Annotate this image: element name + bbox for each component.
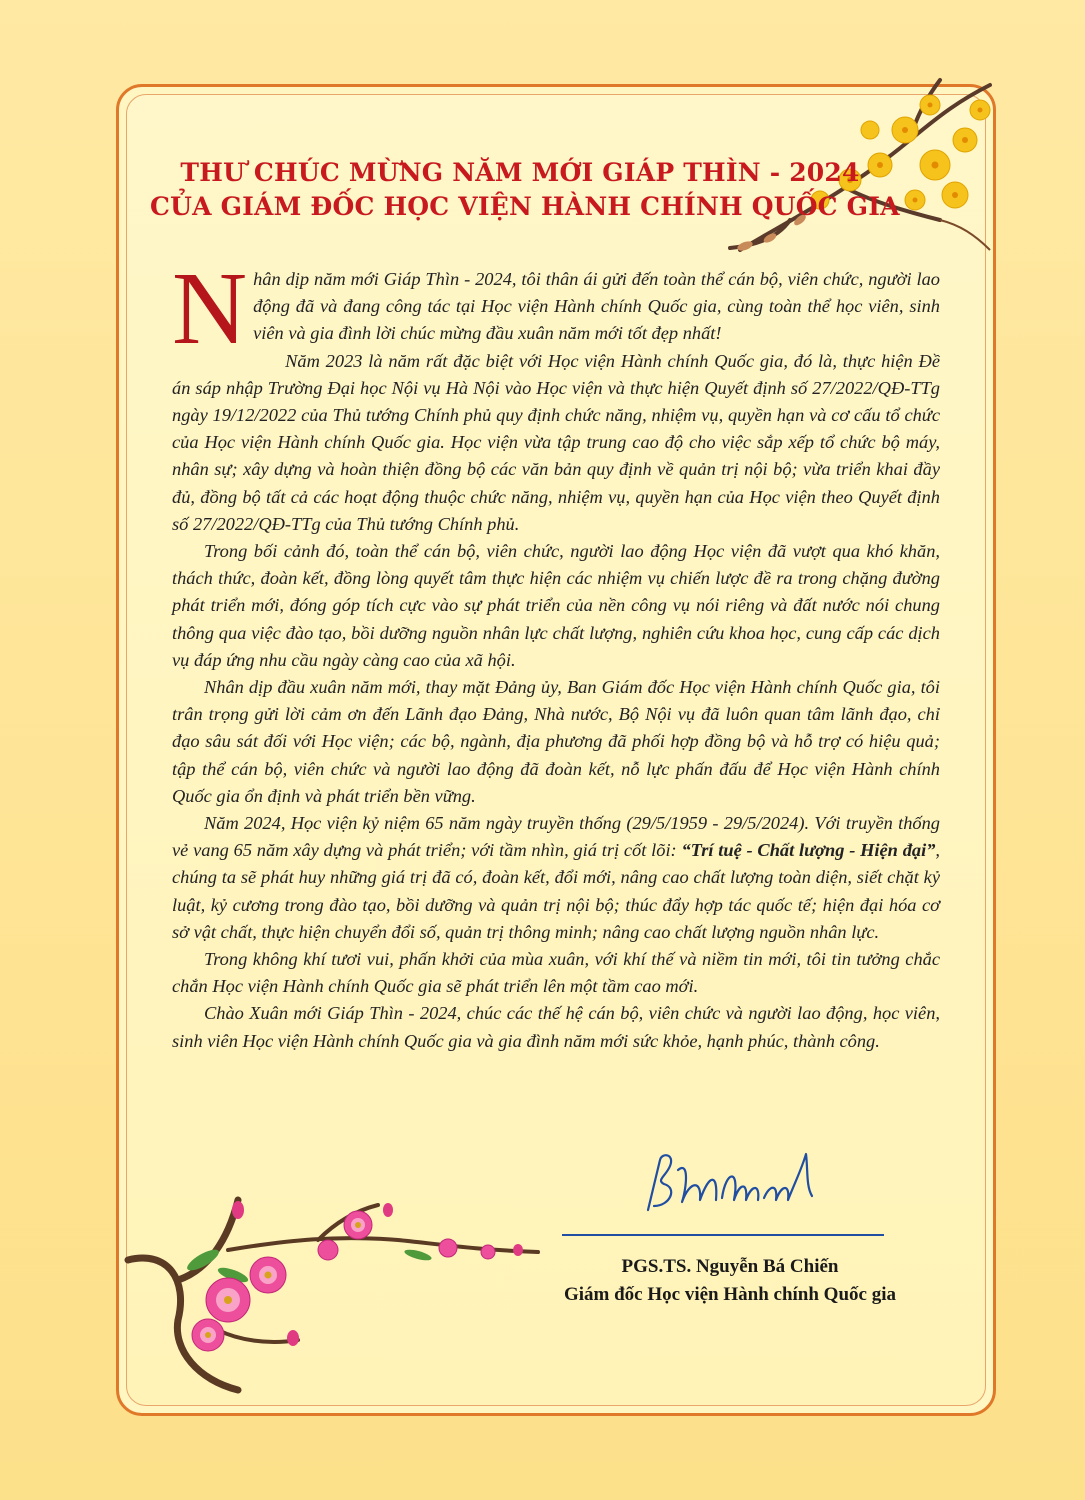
letter-body (172, 251, 940, 1055)
paragraph-7: Chào Xuân mới Giáp Thìn - 2024, chúc các thế hệ cán bộ, viên chức và người lao động, học viên, sinh viên Học viện Hành chính Quốc gia và gia đình năm mới sức khỏe, hạnh phúc, thành công. (172, 1003, 940, 1051)
paragraph-1-text: hân dịp năm mới Giáp Thìn - 2024, tôi thân ái gửi đến toàn thể cán bộ, viên chức, người lao động đã và đang công tác tại Học viện Hành chính Quốc gia, cùng toàn thể học viên, sinh viên và gia đình lời chúc mừng đầu xuân năm mới tốt đẹp nhất! (253, 269, 940, 344)
paragraph-3: Trong bối cảnh đó, toàn thể cán bộ, viên chức, người lao động Học viện đã vượt qua khó khăn, thách thức, đoàn kết, đồng lòng quyết tâm thực hiện các nhiệm vụ chiến lược đề ra trong chặng đường phát triển mới, đóng góp tích cực vào sự phát triển của nền công vụ nói riêng và đất nước nói chung thông qua việc đào tạo, bồi dưỡng nguồn nhân lực chất lượng, nghiên cứu khoa học, cung cấp các dịch vụ đáp ứng nhu cầu ngày càng cao của xã hội. (172, 541, 940, 670)
paragraph-5-end: , chúng ta sẽ phát huy những giá trị đã có, đoàn kết, đổi mới, nâng cao chất lượng toàn diện, siết chặt kỷ luật, kỷ cương trong đào tạo, bồi dưỡng và quản trị nội bộ; thúc đẩy hợp tác quốc tế; hiện đại hóa cơ sở vật chất, thực hiện chuyển đổi số, quản trị thông minh; nâng cao chất lượng nguồn nhân lực. (172, 840, 940, 942)
drop-cap: N (172, 251, 248, 366)
paragraph-6: Trong không khí tươi vui, phấn khởi của mùa xuân, với khí thế và niềm tin mới, tôi tin tưởng chắc chắn Học viện Hành chính Quốc gia sẽ phát triển lên một tầm cao mới. (172, 949, 940, 997)
paragraph-1 (172, 251, 940, 366)
paragraph-2: Năm 2023 là năm rất đặc biệt với Học viện Hành chính Quốc gia, đó là, thực hiện Đề án sáp nhập Trường Đại học Nội vụ Hà Nội vào Học viện và thực hiện Quyết định số 27/2022/QĐ-TTg ngày 19/12/2022 của Thủ tướng Chính phủ quy định chức năng, nhiệm vụ, quyền hạn và cơ cấu tổ chức của Học viện Hành chính Quốc gia. Học viện vừa tập trung cao độ cho việc sắp xếp tổ chức bộ máy, nhân sự; xây dựng và hoàn thiện đồng bộ các văn bản quy định về quản trị nội bộ; vừa triển khai đầy đủ, đồng bộ tất cả các hoạt động thuộc chức năng, nhiệm vụ, quyền hạn của Học viện theo Quyết định số 27/2022/QĐ-TTg của Thủ tướng Chính phủ. (172, 350, 940, 534)
core-values-quote: “Trí tuệ - Chất lượng - Hiện đại” (681, 840, 936, 861)
signature-line (562, 1234, 884, 1236)
peach-blossom-icon (118, 1180, 558, 1410)
letter-title-line1: THƯ CHÚC MỪNG NĂM MỚI GIÁP THÌN - 2024 (180, 158, 860, 187)
handwritten-signature (630, 1140, 850, 1230)
signer-name: PGS.TS. Nguyễn Bá Chiến (621, 1256, 839, 1277)
paragraph-5-start: Năm 2024, Học viện kỷ niệm 65 năm ngày truyền thống (29/5/1959 - 29/5/2024). Với truyền thống vẻ vang 65 năm xây dựng và phát triển; với tầm nhìn, giá trị cốt lõi: (172, 813, 940, 861)
signer-position: Giám đốc Học viện Hành chính Quốc gia (563, 1284, 896, 1305)
paragraph-4: Nhân dịp đầu xuân năm mới, thay mặt Đảng ủy, Ban Giám đốc Học viện Hành chính Quốc gia, tôi trân trọng gửi lời cảm ơn đến Lãnh đạo Đảng, Nhà nước, Bộ Nội vụ đã luôn quan tâm lãnh đạo, chỉ đạo sâu sát đối với Học viện; các bộ, ngành, địa phương đã phối hợp đồng bộ và hỗ trợ có hiệu quả; tập thể cán bộ, viên chức và người lao động đã đoàn kết, nỗ lực phấn đấu để Học viện Hành chính Quốc gia ổn định và phát triển bền vững. (172, 677, 940, 806)
paragraph-5 (172, 810, 940, 946)
letter-title-line2: CỦA GIÁM ĐỐC HỌC VIỆN HÀNH CHÍNH QUỐC GIA (150, 192, 900, 221)
